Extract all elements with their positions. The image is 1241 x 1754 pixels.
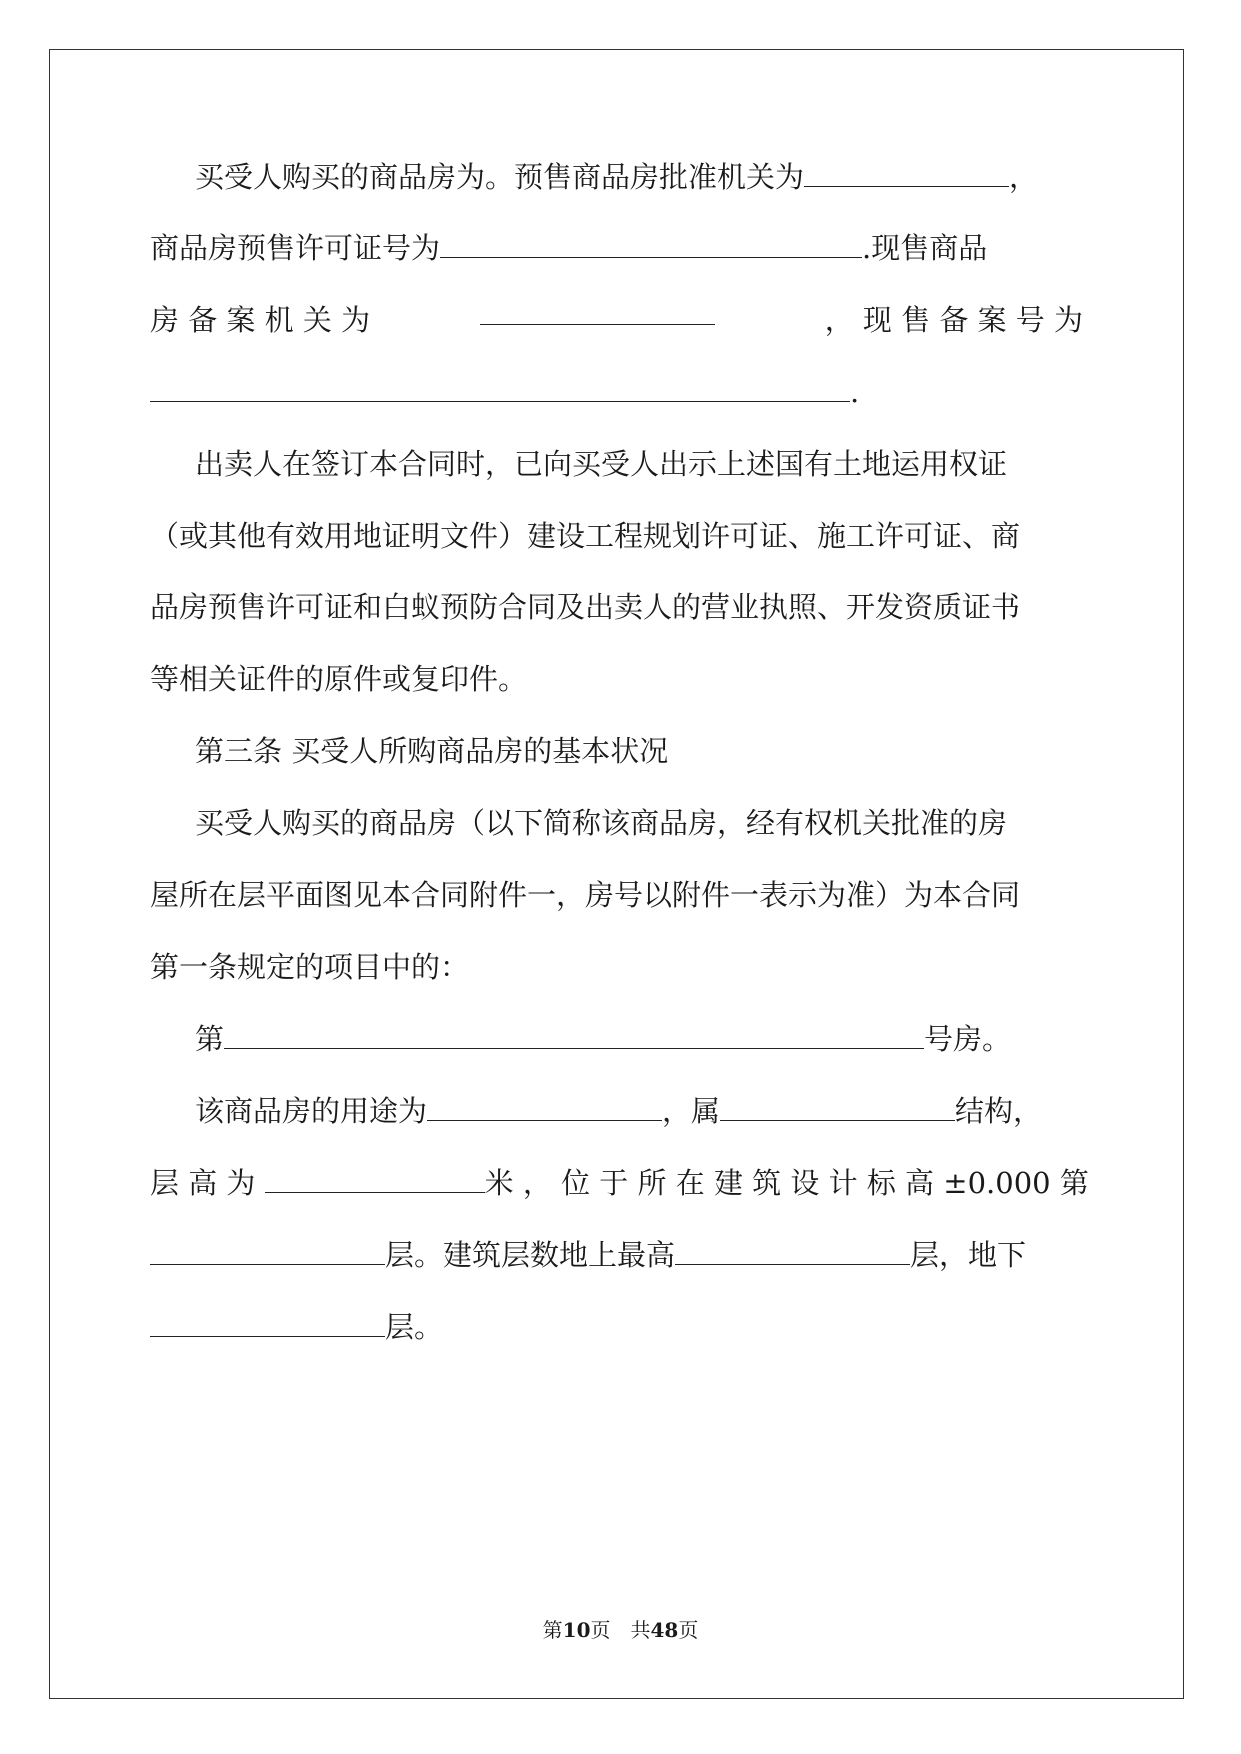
page-border [49, 49, 1184, 1699]
text: 该商品房的用途为 [195, 1094, 428, 1128]
paragraph-line: 屋所在层平面图见本合同附件一，房号以附件一表示为准）为本合同 [150, 878, 1021, 912]
paragraph-line: 第一条规定的项目中的： [150, 950, 470, 984]
text: 买受人购买的商品房为。预售商品房批准机关为 [195, 160, 805, 194]
text: ，属 [662, 1094, 721, 1128]
text: 第 [195, 1022, 225, 1056]
text: ， [1009, 160, 1039, 194]
paragraph-line [195, 157, 1083, 197]
article-heading: 第三条 买受人所购商品房的基本状况 [195, 734, 669, 768]
footer-text: 页 共 [590, 1618, 651, 1642]
page-number: 10 [562, 1618, 591, 1642]
footer-text: 第 [542, 1618, 563, 1642]
text: 米 ， 位 于 所 在 建 筑 设 计 标 高 ±0.000 第 [484, 1166, 1089, 1200]
blank-field [150, 1240, 385, 1265]
blank-field [224, 1024, 924, 1049]
paragraph-line [195, 1019, 1083, 1059]
paragraph-line: 等相关证件的原件或复印件。 [150, 662, 528, 696]
text: 层。 [385, 1310, 444, 1344]
blank-field [480, 300, 715, 325]
text: .现售商品 [862, 231, 988, 265]
text: 层。建筑层数地上最高 [385, 1238, 676, 1272]
paragraph-line: 出卖人在签订本合同时，已向买受人出示上述国有土地运用权证 [195, 447, 1008, 481]
blank-field [427, 1096, 662, 1121]
text: ， 现 售 备 案 号 为 [824, 303, 1083, 337]
text: 商品房预售许可证号为 [150, 231, 441, 265]
blank-field [150, 377, 850, 402]
paragraph-line: 买受人购买的商品房（以下简称该商品房，经有权机关批准的房 [195, 806, 1008, 840]
paragraph-line: （或其他有效用地证明文件）建设工程规划许可证、施工许可证、商 [150, 519, 1021, 553]
paragraph-line [150, 372, 1083, 412]
blank-field [150, 1312, 385, 1337]
text: 结构， [955, 1094, 1043, 1128]
text: . [850, 375, 860, 409]
paragraph-line [150, 1307, 1083, 1347]
page-footer [0, 1614, 1241, 1643]
paragraph-line [150, 1163, 1089, 1203]
blank-field [440, 233, 862, 258]
blank-field [720, 1096, 955, 1121]
paragraph-line [150, 1235, 1083, 1275]
blank-field [804, 162, 1009, 187]
paragraph-line: 品房预售许可证和白蚁预防合同及出卖人的营业执照、开发资质证书 [150, 590, 1021, 624]
text: 房 备 案 机 关 为 [150, 303, 371, 337]
blank-field [265, 1168, 485, 1193]
blank-field [675, 1240, 910, 1265]
footer-text: 页 [678, 1618, 699, 1642]
paragraph-line [150, 300, 1083, 340]
text: 层，地下 [910, 1238, 1027, 1272]
text: 号房。 [924, 1022, 1012, 1056]
paragraph-line [150, 228, 1083, 268]
paragraph-line [195, 1091, 1083, 1131]
page-total: 48 [650, 1618, 679, 1642]
text: 层 高 为 [150, 1166, 256, 1200]
